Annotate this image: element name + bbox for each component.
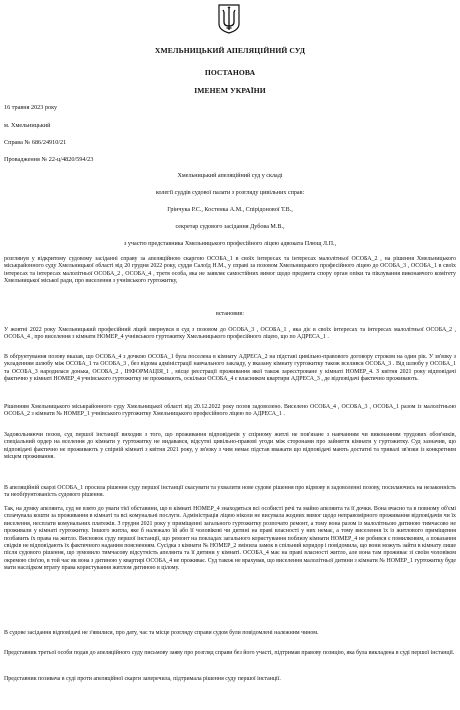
document-type: ПОСТАНОВА bbox=[204, 68, 256, 77]
decision-date: 16 травня 2023 року bbox=[4, 104, 58, 111]
case-number: Справа № 686/24910/21 bbox=[4, 139, 67, 146]
secretary-line: секретар судового засідання Дубова М.В., bbox=[175, 224, 285, 230]
paragraph-defendants-absent: В судове засідання відповідачі не з'явилися, про дату, час та місце розгляду справи судом були повідомлені належним чином. bbox=[4, 630, 319, 636]
paragraph-court-reasoning: Задовольняючи позов, суд першої інстанції виходив з того, що проживання відповідачів у спірному житлі не пов'язане з навчанням чи виконанням трудових обов'язків, спеціальний ордер на вселення до кімнати у гуртожитку не видавався, відсутні цивільно-правові угоди між сторонами про зайняття кімнати у гуртожитку. Суд зазначив, що відповідачі фактично не проживають у спірній кімнаті з квітня 2021 року, у зв'язку з чим немає підстав вважати що відповідачі мають достатні та тривалі зв'язки із конкретним місцем проживання. bbox=[4, 432, 456, 461]
panel-line: колегії суддів судової палати з розгляду цивільних справ: bbox=[155, 190, 305, 196]
paragraph-appellant-arguments: Так, на думку апелянта, суд не взято до уваги тієї обставини, що в кімнаті НОМЕР_4 знаходяться всі особисті речі та майно апелянта та її дочки. Вона вчасно та в повному об'ємі сплачувала кошти за проживання в кімнаті та всі комунальні послуги. Адміністрація ліцею ніколи не висувала жодних вимог щодо неправомірного проживання відповідачів чи їх виселення, несплати комунальних платежів. З грудня 2021 року у приміщенні загального гуртожитку розпочато ремонт, а тому вона разом із малолітньою дитиною тимчасово не проживали у кімнаті гуртожитку. Іншого житла, яке б належало їй або її чоловікові чи дитині на праві власності у них немає, а тому виселення їх із житлового приміщення позбавить їх права на житло. Висновок суду першої інстанції, що ремонт на покладах загального користування поблизу кімнати НОМЕР_4 не робився є помилковим, а показання свідків не відповідають їх фактичного наданим поясненням. Сусідка з кімнати № НОМЕР_2 змінила замок в спільний коридор і повідомила, що вони можуть зайти в кімнату лише після судового рішення, що зумовило тимчасову відсутність апелянта та її дитини у кімнаті. ОСОБА_4 має на праві власності житло, але вона там проживає зі своїм чоловіком окремою сім'єю, в той час як вона з дитиною у квартирі ОСОБА_4 не проживає. Суд також не врахував, що виселення малолітньої дитини з кімнати № НОМЕР_1 гуртожитку буде мати наслідком втрату права користування житлом дитиною в цілому. bbox=[4, 506, 456, 572]
judges-line: Грінчука Р.С., Костенка А.М., Спірідонової Т.В., bbox=[167, 207, 293, 213]
paragraph-third-party: Представник третьої особи подав до апеляційного суду письмову заяву про розгляд справи без його участі, підтримав правову позицію, яка була викладена в суді першої інстанції. bbox=[4, 650, 455, 656]
paragraph-appeal: В апеляційній скарзі ОСОБА_1 просила рішення суду першої інстанції скасувати та ухвалити нове судове рішення про відмову в задоволенні позову, посилаючись на незаконність та необґрунтованість судового рішення. bbox=[4, 485, 456, 499]
proceeding-number: Провадження № 22-ц/4820/594/23 bbox=[4, 156, 94, 163]
court-name: ХМЕЛЬНИЦЬКИЙ АПЕЛЯЦІЙНИЙ СУД bbox=[154, 46, 306, 55]
paragraph-considered: розглянув у відкритому судовому засіданні справу за апеляційною скаргою ОСОБА_1 в своїх інтересах та інтересах малолітньої ОСОБА_2 , на рішення Хмельницького міськрайонного суду Хмельницької області від 20 грудня 2022 року, суддя Салоїд Н.М., у справі за позовом Хмельницького професійного ліцею до ОСОБА_3 , ОСОБА_1 в своїх інтересах та інтересах малолітньої ОСОБА_2 , ОСОБА_4 , третя особа, яка не заявляє самостійних вимог щодо предмета спору орган опіки та піклування виконавчого комітету Хмельницької міської ради, про виселення з учнівського гуртожитку, bbox=[4, 256, 456, 285]
participant-line: з участю представника Хмельницького професійного ліцею адвоката Плющ Л.П., bbox=[123, 241, 337, 247]
ukraine-coat-of-arms-icon bbox=[218, 4, 240, 34]
paragraph-claim: У жовтні 2022 року Хмельницький професійний ліцей звернувся в суд з позовом до ОСОБА_3 , ОСОБА_1 , яка діє в своїх інтересах та інтересах малолітньої ОСОБА_2 , ОСОБА_4 , про виселення з кімнати НОМЕР_4 учнівського гуртожитку Хмельницького професійного ліцею, що по АДРЕСА_1 . bbox=[4, 327, 456, 341]
court-composition-intro: Хмельницький апеляційний суд у складі bbox=[177, 173, 283, 179]
paragraph-grounds: В обґрунтування позову вказав, що ОСОБА_4 з дочкою ОСОБА_1 була поселена в кімнату АДРЕСА_2 на підставі цивільно-правового договору строком на один рік. У зв'язку з укладенням шлюбу між ОСОБА_1 та ОСОБА_3 , без відома адміністрації навчального закладу, у вказану кімнату гуртожитку також вселився ОСОБА_3 . Від шлюбу у ОСОБА_1 та ОСОБА_3 народилася донька, ОСОБА_2 , ІНФОРМАЦІЯ_1 , місце реєстрації проживання якої також зареєстроване у кімнаті НОМЕР_4. З квітня 2021 року відповідачі фактично у кімнаті НОМЕР_4 учнівського гуртожитку не проживають, оскільки ОСОБА_4 є власником квартири АДРЕСА_3 , де відповідачі фактично проживають. bbox=[4, 354, 456, 383]
in-the-name-heading: ІМЕНЕМ УКРАЇНИ bbox=[194, 86, 266, 95]
city: м. Хмельницький bbox=[4, 122, 51, 129]
paragraph-first-instance-decision: Рішенням Хмельницького міськрайонного суду Хмельницької області від 20.12.2022 року позов задоволено. Виселено ОСОБА_4 , ОСОБА_3 , ОСОБА_1 разом із малолітньою ОСОБА_2 з кімнати № НОМЕР_1 учнівського гуртожитку Хмельницького професійного ліцею по АДРЕСА_1 . bbox=[4, 404, 456, 418]
established-heading: встановив: bbox=[215, 311, 244, 317]
paragraph-plaintiff-representative: Представник позивача в суді проти апеляційної скарги заперечила, підтримала рішення суду першої інстанції. bbox=[4, 676, 281, 682]
